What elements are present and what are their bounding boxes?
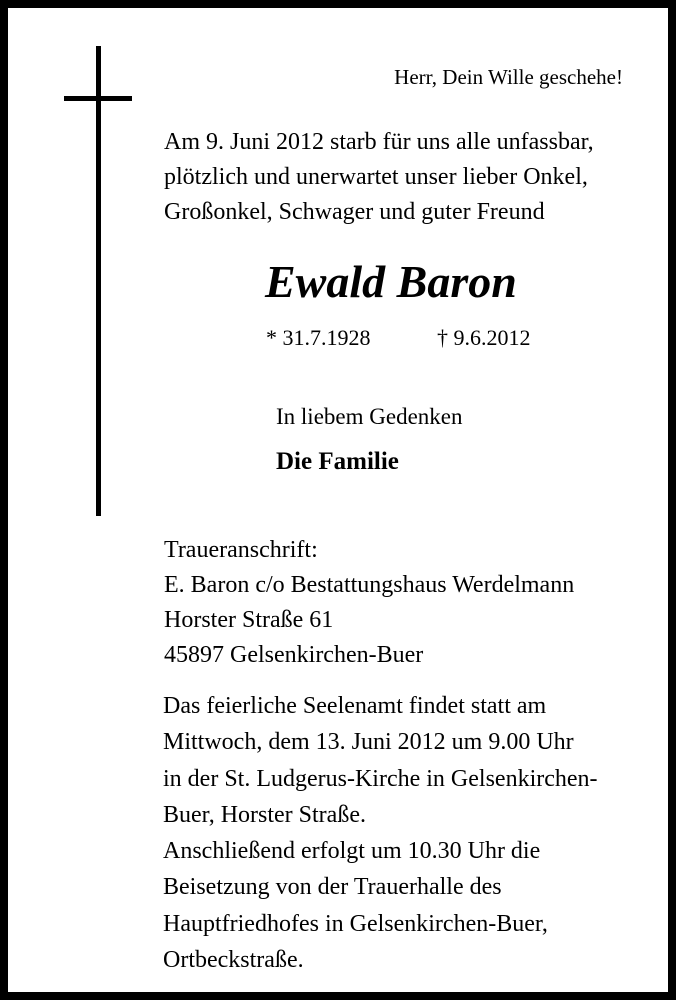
death-date: † 9.6.2012 [437, 325, 531, 350]
service-line: Ortbeckstraße. [163, 947, 304, 974]
motto: Herr, Dein Wille geschehe! [394, 65, 623, 89]
address-line: Horster Straße 61 [164, 607, 334, 633]
intro-line: plötzlich und unerwartet unser lieber Onkel, [164, 164, 588, 190]
intro-text [164, 125, 594, 230]
memory-line: In liebem Gedenken [276, 404, 463, 429]
service-line: Das feierliche Seelenamt findet statt am [163, 693, 547, 719]
service-line: Buer, Horster Straße. [163, 801, 366, 828]
service-line: Hauptfriedhofes in Gelsenkirchen-Buer, [163, 910, 548, 937]
birth-date: * 31.7.1928 [266, 325, 371, 350]
address-line: 45897 Gelsenkirchen-Buer [164, 642, 424, 668]
service-line: Beisetzung von der Trauerhalle des [163, 874, 502, 901]
service-line: in der St. Ludgerus-Kirche in Gelsenkirchen- [163, 765, 598, 792]
address-label: Traueranschrift: [164, 537, 318, 563]
deceased-name: Ewald Baron [265, 256, 517, 307]
intro-line: Großonkel, Schwager und guter Freund [164, 199, 545, 225]
cross-horizontal-bar [64, 96, 132, 101]
mourning-address [164, 533, 574, 673]
address-line: E. Baron c/o Bestattungshaus Werdelmann [164, 572, 575, 598]
intro-line: Am 9. Juni 2012 starb für uns alle unfassbar, [164, 129, 594, 155]
cross-vertical-bar [96, 46, 101, 516]
service-line: Anschließend erfolgt um 10.30 Uhr die [163, 838, 541, 865]
service-details [163, 688, 598, 978]
signature: Die Familie [276, 448, 399, 475]
service-line: Mittwoch, dem 13. Juni 2012 um 9.00 Uhr [163, 729, 574, 756]
